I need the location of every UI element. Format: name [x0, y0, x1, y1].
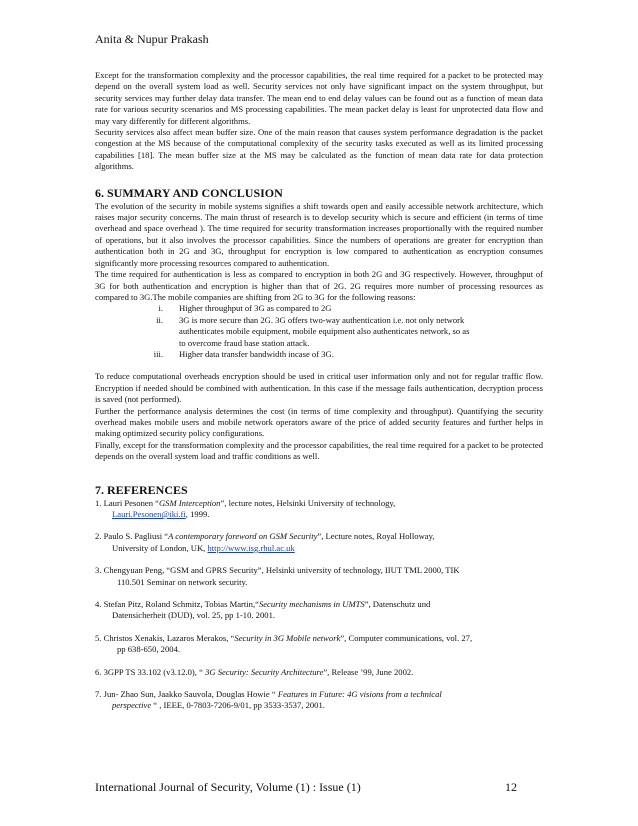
intro-paragraph-2: Security services also affect mean buffer size. One of the main reason that causes system performance degradation is the packet congestion at the MS because of the computational complexity of the security tasks executed as well as its limited processing capabilities [18]. The mean buffer size at the MS may be calculated as the function of mean data rate for data protection algorithms. [95, 127, 543, 172]
reference-7: 7. Jun- Zhao Sun, Jaakko Sauvola, Douglas Howie “ Features in Future: 4G visions from a technical perspective “ , IEEE, 0-7803-7206-9/01, pp 3533-3537, 2001. [95, 689, 442, 711]
url-link[interactable]: http://www.isg.rhul.ac.uk [207, 542, 295, 553]
section-7-heading: 7. REFERENCES [95, 482, 188, 497]
reference-4: 4. Stefan Pitz, Roland Schmitz, Tobias Martin,“Security mechanisms in UMTS”, Datenschutz und Datensicherheit (DUD), vol. 25, pp 1-10. 2001. [95, 599, 431, 621]
section-6-paragraph-5: Finally, except for the transformation complexity and the processor capabilities, the real time required for a packet to be protected depends on the overall system load and traffic conditions as well. [95, 439, 543, 462]
reference-3: 3. Chengyuan Peng, “GSM and GPRS Security”, Helsinki university of technology, IIUT TML 2000, TIK 110.501 Seminar on network security. [95, 565, 460, 587]
reasons-list [95, 303, 543, 360]
journal-name: International Journal of Security, Volume (1) : Issue (1) [95, 780, 361, 794]
section-6-paragraph-3: To reduce computational overheads encryption should be used in critical user information only and not for regular traffic flow. Encryption if needed should be combined with authentication. In this case if the message fails authentication, decryption process is saved (not performed). [95, 371, 543, 405]
reference-5: 5. Christos Xenakis, Lazaros Merakos, “Security in 3G Mobile network”, Computer communications, vol. 27, pp 638-650, 2004. [95, 632, 473, 655]
reference-6: 6. 3GPP TS 33.102 (v3.12.0), “ 3G Security: Security Architecture”, Release ’99, June 2002. [95, 666, 414, 677]
reason-item: i. Higher throughput of 3G as compared to 2G [158, 303, 332, 314]
page-body [95, 70, 543, 723]
email-link[interactable]: Lauri.Pesonen@iki.fi [112, 509, 186, 519]
section-6-paragraph-1: The evolution of the security in mobile systems signifies a shift towards open and easily accessible network architecture, which raises major security concerns. The main thrust of research is to develop security which is secure and efficient (in terms of time overhead and space overhead ). The time required for security transformation increases proportionally with the required number of operations, but it also involves the processor capabilities. Since the numbers of operations are greater for encryption than authentication both in 2G and 3G, throughput for encryption is low compared to authentication as encryption consumes significantly more processing resources compared to authentication. [95, 200, 543, 268]
intro-paragraph-1: Except for the transformation complexity and the processor capabilities, the real time required for a packet to be protected may depend on the overall system load as well. Security services not only have significant impact on the system throughput, but security services may further delay data transfer. The mean end to end delay values can be found out as a function of mean data rate for various security scenarios and MS processing capabilities. The mean packet delay is least for unprotected data flow and may vary differently for different algorithms. [95, 70, 543, 126]
reference-2: 2. Paulo S. Pagliusi “A contemporary foreword on GSM Security”, Lecture notes, Royal Holloway, University of London, UK, http://www.isg.rhul.ac.uk [95, 531, 435, 553]
reason-item: iii. Higher data transfer bandwidth incase of 3G. [153, 348, 334, 359]
running-header: Anita & Nupur Prakash [95, 32, 209, 46]
section-6-paragraph-4: Further the performance analysis determines the cost (in terms of time complexity and throughput). Quantifying the security overhead makes mobile users and mobile network operators aware of the price of added security features and further helps in making optimized security policy configurations. [95, 405, 543, 439]
section-6-heading: 6. SUMMARY AND CONCLUSION [95, 185, 283, 200]
page-number: 12 [505, 780, 517, 794]
page-footer [95, 780, 543, 795]
reason-item: ii. 3G is more secure than 2G. 3G offers two-way authentication i.e. not only network authenticates mobile equipment, mobile equipment also authenticates network, so as to overcome fraud base station attack. [156, 314, 470, 348]
reference-1: 1. Lauri Pesonen “GSM Interception”, lecture notes, Helsinki University of technology, Lauri.Pesonen@iki.fi, 1999. [95, 497, 396, 519]
section-6-paragraph-2: The time required for authentication is less as compared to encryption in both 2G and 3G respectively. However, throughput of 3G for both authentication and encryption is higher than that of 2G. 2G requires more number of processing resources as compared to 3G.The mobile companies are shifting from 2G to 3G for the following reasons: [95, 269, 543, 302]
